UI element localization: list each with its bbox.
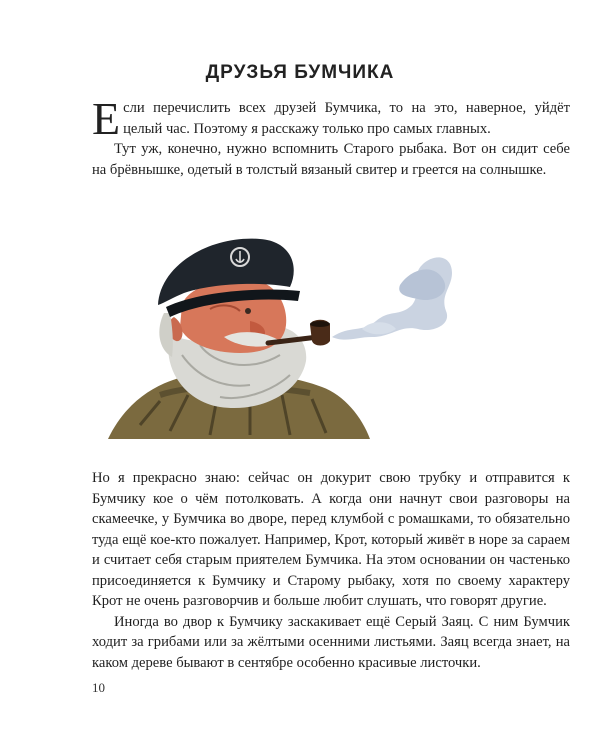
pipe-smoke xyxy=(332,257,452,339)
paragraph-4: Иногда во двор к Бумчику заскакивает ещё Серый Заяц. С ним Бумчик ходит за грибами или за жёлтыми осенними листьями. Заяц всегда знает, на каком дереве бывают в сентябре особенно красивые листочки. xyxy=(92,613,570,671)
page-number: 10 xyxy=(92,680,105,695)
paragraph-3: Но я прекрасно знаю: сейчас он докурит свою трубку и отправится к Бумчику кое о чём потолковать. А когда они начнут свои разговоры на скамеечке, у Бумчика во дворе, перед клумбой с ромашками, то обязательно туда ещё кое-кто пожалует. Например, Крот, который живёт в норе за сараем и считает себя старым приятелем Бумчика. На этом основании он частенько присоединяется к Бумчику и Старому рыбаку, хотя по своему характеру Крот не очень разговорчив и больше любит слушать, что говорят другие. xyxy=(92,470,570,609)
drop-cap: Е xyxy=(92,93,121,144)
paragraph-1 xyxy=(92,93,570,144)
text-block-bottom xyxy=(92,468,570,673)
old-fisherman-illustration xyxy=(100,225,460,455)
paragraph-1-text: сли перечислить всех друзей Бумчика, то на это, наверное, уйдёт целый час. Поэтому я расскажу только про самых главных. xyxy=(123,100,570,137)
text-block-top xyxy=(92,93,570,180)
chapter-title: ДРУЗЬЯ БУМЧИКА xyxy=(205,62,395,83)
paragraph-2: Тут уж, конечно, нужно вспомнить Старого рыбака. Вот он сидит себе на брёвнышке, одетый в толстый вязаный свитер и греется на солнышке. xyxy=(92,141,570,178)
